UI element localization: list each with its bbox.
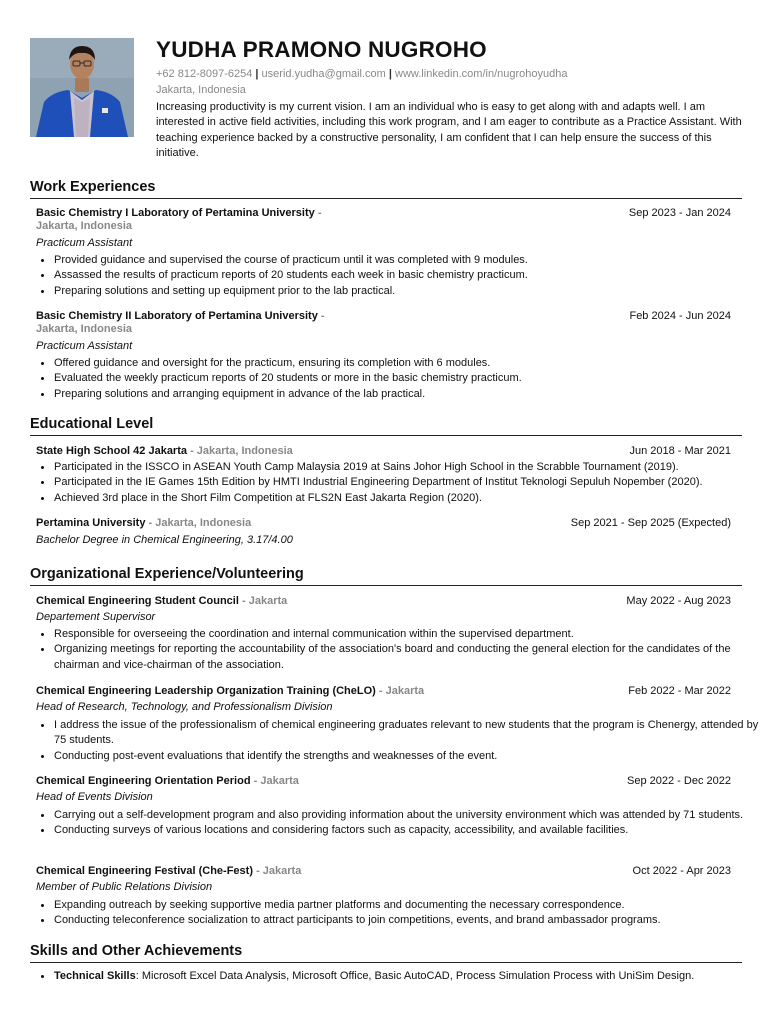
organization-location: Jakarta — [260, 775, 299, 787]
skill-label: Technical Skills — [54, 970, 136, 982]
list-item: Provided guidance and supervised the course of practicum until it was completed with 9 modules. — [54, 253, 759, 268]
list-item: Preparing solutions and setting up equipment prior to the lab practical. — [54, 284, 759, 299]
section-title-organizational: Organizational Experience/Volunteering — [30, 565, 742, 586]
list-item: Evaluated the weekly practicum reports of 20 students or more in the basic chemistry practicum. — [54, 371, 759, 386]
separator: - — [190, 445, 197, 457]
role-title: Practicum Assistant — [36, 237, 133, 249]
role-title: Practicum Assistant — [36, 340, 133, 352]
org-entry-header — [36, 685, 731, 698]
date-range: Oct 2022 - Apr 2023 — [632, 865, 731, 877]
date-range: May 2022 - Aug 2023 — [626, 595, 731, 607]
organization-name: Basic Chemistry II Laboratory of Pertamina University — [36, 310, 318, 322]
education-entry-header — [36, 517, 731, 530]
list-item: Responsible for overseeing the coordination and internal communication within the supervised department. — [54, 627, 759, 642]
separator: - — [320, 310, 325, 322]
separator: | — [388, 68, 396, 80]
organization-name: Chemical Engineering Leadership Organization Training (CheLO) — [36, 685, 376, 697]
list-item: Conducting post-event evaluations that identify the strengths and weaknesses of the event. — [54, 749, 759, 764]
role-title: Member of Public Relations Division — [36, 881, 213, 893]
role-title: Head of Events Division — [36, 791, 153, 803]
separator: - — [253, 775, 261, 787]
education-entry-header — [36, 445, 731, 458]
list-item: Conducting teleconference socialization to attract participants to join competitions, events, and brand ambassador programs. — [54, 913, 759, 928]
organization-name: Chemical Engineering Festival (Che-Fest) — [36, 865, 253, 877]
school-location: Jakarta, Indonesia — [155, 517, 252, 529]
email-link[interactable]: userid.yudha@gmail.com — [261, 68, 386, 80]
list-item: Offered guidance and oversight for the practicum, ensuring its completion with 6 modules. — [54, 356, 759, 371]
date-range: Sep 2022 - Dec 2022 — [627, 775, 731, 787]
list-item: Preparing solutions and arranging equipment in advance of the lab practical. — [54, 387, 759, 402]
list-item: Participated in the IE Games 15th Edition by HMTI Industrial Engineering Department of Institut Teknologi Sepuluh Nopember (2020). — [54, 475, 759, 490]
list-item: Conducting surveys of various locations and considering factors such as capacity, accessibility, and available facilities. — [54, 823, 759, 838]
separator: - — [241, 595, 249, 607]
bullet-list — [36, 718, 759, 764]
linkedin-link[interactable]: www.linkedin.com/in/nugrohoyudha — [395, 68, 568, 80]
resume-header — [156, 36, 744, 161]
organization-location: Jakarta — [385, 685, 425, 697]
section-title-work: Work Experiences — [30, 178, 742, 199]
bullet-list — [36, 356, 759, 402]
date-range: Jun 2018 - Mar 2021 — [629, 445, 731, 457]
organization-name: Chemical Engineering Student Council — [36, 595, 239, 607]
person-photo-icon — [30, 38, 134, 137]
candidate-location: Jakarta, Indonesia — [156, 84, 246, 96]
candidate-name: YUDHA PRAMONO NUGROHO — [156, 37, 487, 62]
school-name: Pertamina University — [36, 517, 146, 529]
bullet-list — [36, 898, 759, 929]
school-location: Jakarta, Indonesia — [196, 445, 293, 457]
role-title: Departement Supervisor — [36, 611, 156, 623]
section-title-education: Educational Level — [30, 415, 742, 436]
list-item: Expanding outreach by seeking supportive media partner platforms and documenting the necessary correspondence. — [54, 898, 759, 913]
phone-number[interactable]: +62 812-8097-6254 — [156, 68, 253, 80]
date-range: Feb 2022 - Mar 2022 — [628, 685, 731, 697]
profile-summary: Increasing productivity is my current vision. I am an individual who is easy to get along with and adapts well. I am interested in active field activities, including this work program, and I am eager to contribute as a Practice Assistant. With teaching experience backed by a constructive personality, I am confident that I can help ensure the success of this initiative. — [156, 101, 742, 159]
org-entry-header — [36, 865, 731, 878]
list-item — [54, 969, 759, 984]
bullet-list — [36, 969, 759, 984]
list-item: Participated in the ISSCO in ASEAN Youth Camp Malaysia 2019 at Sains Johor High School in the Scrabble Tournament (2019). — [54, 460, 759, 475]
list-item: I address the issue of the professionalism of chemical engineering graduates relevant to new students that the program is Chenergy, attended by 75 students. — [54, 718, 759, 749]
org-entry-header — [36, 775, 731, 788]
organization-name: Basic Chemistry I Laboratory of Pertamina University — [36, 207, 315, 219]
list-item: Assassed the results of practicum reports of 20 students each week in basic chemistry practicum. — [54, 268, 759, 283]
bullet-list — [36, 253, 759, 299]
organization-name: Chemical Engineering Orientation Period — [36, 775, 251, 787]
list-item: Organizing meetings for reporting the accountability of the association's board and conducting the general election for the candidates of the chairman and vice-chairman of the association. — [54, 642, 759, 673]
separator: - — [256, 865, 263, 877]
separator: | — [255, 68, 262, 80]
date-range: Sep 2021 - Sep 2025 (Expected) — [570, 517, 731, 529]
org-entry-header — [36, 595, 731, 608]
list-item: Carrying out a self-development program and also providing information about the university environment which was attended by 71 students. — [54, 808, 759, 823]
work-entry-header — [36, 310, 731, 336]
work-entry-header — [36, 207, 731, 233]
profile-photo — [30, 38, 134, 137]
skill-text: : Microsoft Excel Data Analysis, Microsoft Office, Basic AutoCAD, Process Simulation Process with UniSim Design. — [135, 970, 695, 982]
organization-location: Jakarta, Indonesia — [36, 220, 132, 232]
degree-title: Bachelor Degree in Chemical Engineering, 3.17/4.00 — [36, 534, 293, 546]
separator: - — [378, 685, 386, 697]
list-item: Achieved 3rd place in the Short Film Competition at FLS2N East Jakarta Region (2020). — [54, 491, 759, 506]
organization-location: Jakarta — [262, 865, 302, 877]
date-range: Feb 2024 - Jun 2024 — [629, 310, 731, 322]
date-range: Sep 2023 - Jan 2024 — [628, 207, 731, 219]
section-title-skills: Skills and Other Achievements — [30, 942, 742, 963]
organization-location: Jakarta, Indonesia — [36, 323, 132, 335]
bullet-list — [36, 460, 759, 506]
separator: - — [148, 517, 156, 529]
separator: - — [317, 207, 322, 219]
contact-line — [156, 67, 744, 82]
role-title: Head of Research, Technology, and Professionalism Division — [36, 701, 333, 713]
bullet-list — [36, 627, 759, 673]
organization-location: Jakarta — [248, 595, 288, 607]
bullet-list — [36, 808, 759, 839]
school-name: State High School 42 Jakarta — [36, 445, 187, 457]
